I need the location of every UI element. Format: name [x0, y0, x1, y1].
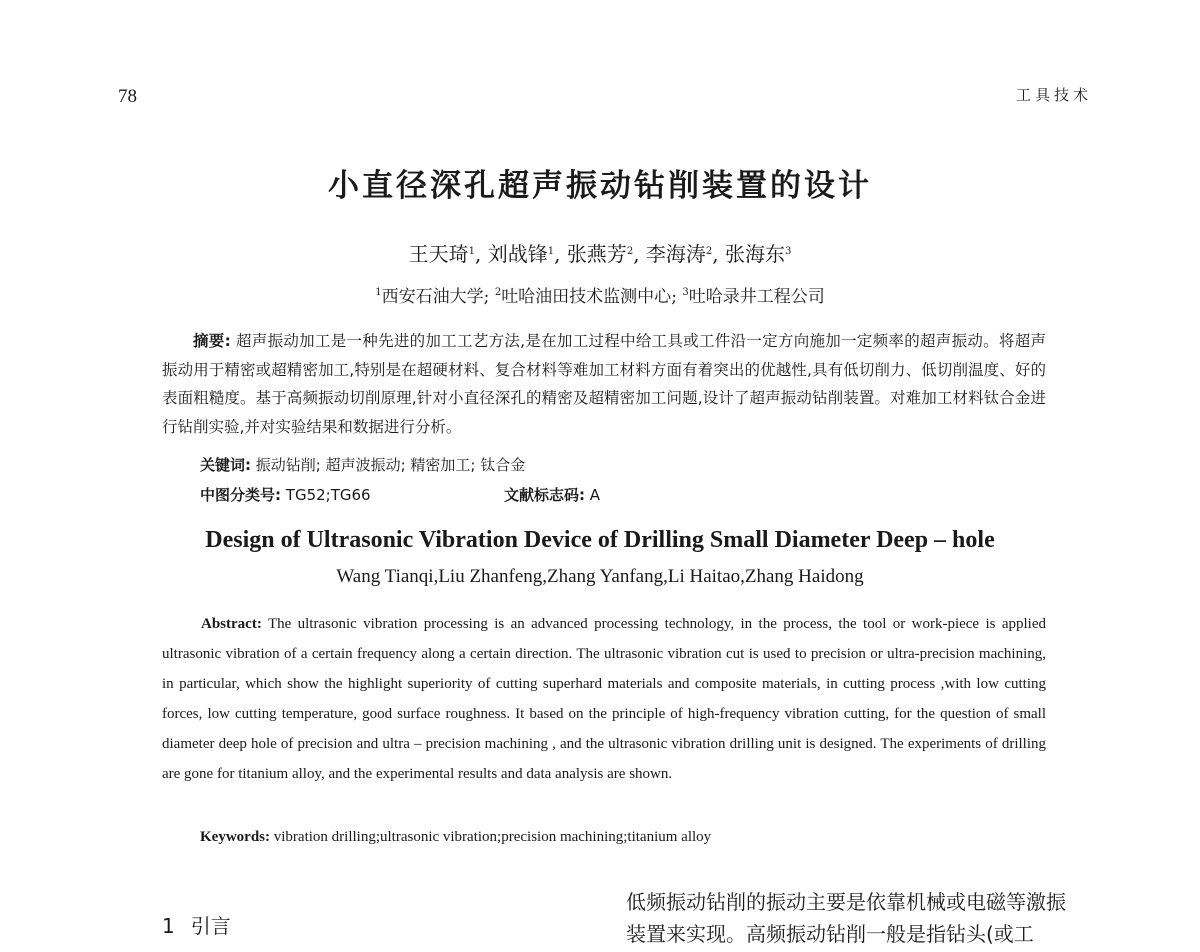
- article-title-cn: 小直径深孔超声振动钻削装置的设计: [328, 168, 872, 204]
- keywords-cn-label: 关键词:: [200, 456, 251, 474]
- affiliation: $^1$西安石油大学;: [375, 287, 490, 307]
- keywords-cn-text: 振动钻削; 超声波振动; 精密加工; 钛合金: [255, 456, 526, 474]
- page-number: 78: [118, 86, 137, 107]
- author-cn: 张燕芳$^2$,: [566, 242, 640, 266]
- keywords-en: [200, 829, 711, 846]
- section-number: 1: [162, 914, 175, 938]
- document-code-value: A: [589, 486, 601, 504]
- authors-cn: [0, 238, 1200, 267]
- document-code-label: 文献标志码:: [504, 486, 585, 504]
- affiliation: $^3$吐哈录井工程公司: [682, 287, 825, 307]
- classification-value: TG52;TG66: [285, 486, 371, 504]
- section-title: 引言: [190, 914, 231, 938]
- abstract-cn-label: 摘要:: [193, 332, 231, 350]
- document-code: [504, 484, 600, 505]
- author-cn: 王天琦$^1$,: [408, 242, 482, 266]
- author-cn: 李海涛$^2$,: [645, 242, 719, 266]
- abstract-en-label: Abstract:: [201, 616, 262, 632]
- authors-en: Wang Tianqi,Liu Zhanfeng,Zhang Yanfang,Li Haitao,Zhang Haidong: [336, 566, 864, 587]
- abstract-en-text: The ultrasonic vibration processing is an advanced processing technology, in the process, the tool or work-piece is applied ultrasonic vibration of a certain frequency along a certain direction. The ultrasonic vibration cut is used to precision or ultra-precision machining, in particular, which show the highlight superiority of cutting superhard materials and composite materials, in cutting process ,with low cutting forces, low cutting temperature, good surface roughness. It based on the principle of high-frequency vibration cutting, for the question of small diameter deep hole of precision and ultra – precision machining , and the ultrasonic vibration drilling unit is designed. The experiments of drilling are gone for titanium alloy, and the experimental results and data analysis are shown.: [162, 616, 1046, 782]
- article-title-en: Design of Ultrasonic Vibration Device of Drilling Small Diameter Deep – hole: [205, 527, 995, 553]
- affiliations-cn: [0, 282, 1200, 307]
- affiliation: $^2$吐哈油田技术监测中心;: [494, 287, 677, 307]
- classification-label: 中图分类号:: [200, 486, 281, 504]
- author-cn: 刘战锋$^1$,: [487, 242, 561, 266]
- section-heading: [162, 910, 231, 939]
- keywords-en-label: Keywords:: [200, 829, 270, 845]
- keywords-cn: [200, 454, 525, 475]
- abstract-cn: [162, 327, 1046, 441]
- body-text-right-column: 低频振动钻削的振动主要是依靠机械或电磁等激振装置来实现。高频振动钻削一般是指钻头(或工: [626, 890, 1066, 946]
- author-cn: 张海东$^3$: [725, 242, 792, 266]
- journal-name: 工具技术: [1015, 86, 1092, 104]
- classification-number: [200, 484, 371, 505]
- abstract-en: [162, 609, 1046, 789]
- keywords-en-text: vibration drilling;ultrasonic vibration;precision machining;titanium alloy: [273, 829, 712, 845]
- abstract-cn-text: 超声振动加工是一种先进的加工工艺方法,是在加工过程中给工具或工件沿一定方向施加一定频率的超声振动。将超声振动用于精密或超精密加工,特别是在超硬材料、复合材料等难加工材料方面有着突出的优越性,具有低切削力、低切削温度、好的表面粗糙度。基于高频振动切削原理,针对小直径深孔的精密及超精密加工问题,设计了超声振动钻削装置。对难加工材料钛合金进行钻削实验,并对实验结果和数据进行分析。: [162, 332, 1046, 436]
